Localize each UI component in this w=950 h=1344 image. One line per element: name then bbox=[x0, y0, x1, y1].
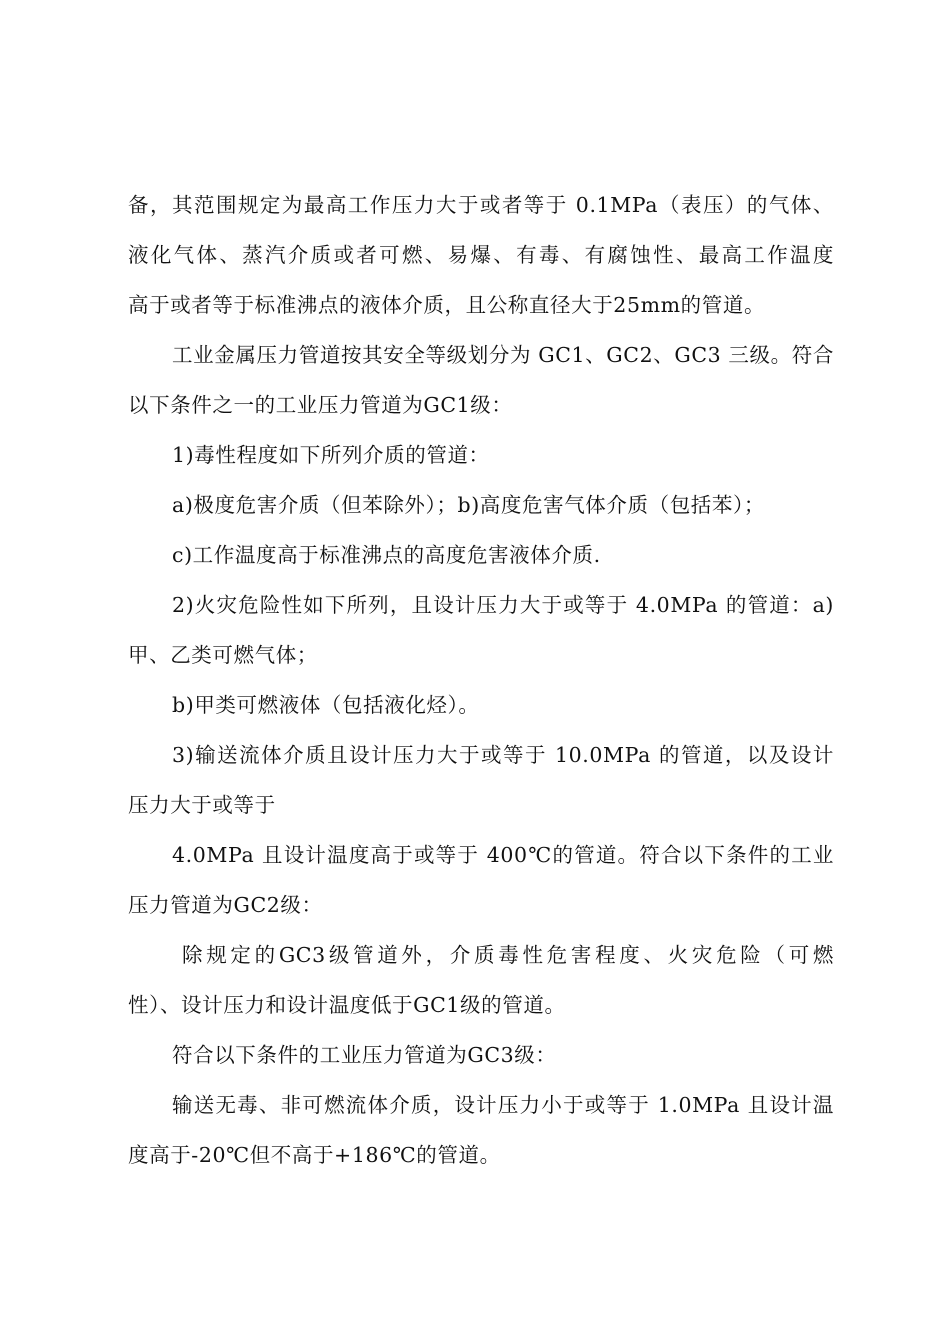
list-item: 2)火灾危险性如下所列，且设计压力大于或等于 4.0MPa 的管道：a) bbox=[172, 593, 834, 617]
list-item: 3)输送流体介质且设计压力大于或等于 10.0MPa 的管道，以及设计 bbox=[172, 743, 834, 767]
paragraph-line: 压力大于或等于 bbox=[128, 793, 276, 817]
list-item: a)极度危害介质（但苯除外）；b)高度危害气体介质（包括苯）； bbox=[172, 493, 765, 517]
paragraph-line: 备，其范围规定为最高工作压力大于或者等于 0.1MPa（表压）的气体、 bbox=[128, 193, 834, 217]
list-item: 1)毒性程度如下所列介质的管道： bbox=[172, 443, 490, 467]
paragraph-line: 4.0MPa 且设计温度高于或等于 400℃的管道。符合以下条件的工业 bbox=[172, 843, 834, 867]
list-item: b)甲类可燃液体（包括液化烃）。 bbox=[172, 693, 480, 717]
paragraph-line: 压力管道为GC2级： bbox=[128, 893, 323, 917]
paragraph-line: 液化气体、蒸汽介质或者可燃、易爆、有毒、有腐蚀性、最高工作温度 bbox=[128, 243, 834, 267]
paragraph-line: 性）、设计压力和设计温度低于GC1级的管道。 bbox=[128, 993, 566, 1017]
paragraph-line: 甲、乙类可燃气体； bbox=[128, 643, 318, 667]
paragraph-line: 除规定的GC3级管道外，介质毒性危害程度、火灾危险（可燃 bbox=[182, 943, 834, 967]
paragraph-line: 输送无毒、非可燃流体介质，设计压力小于或等于 1.0MPa 且设计温 bbox=[172, 1093, 834, 1117]
paragraph-line: 度高于-20℃但不高于+186℃的管道。 bbox=[128, 1143, 501, 1167]
paragraph-line: 高于或者等于标准沸点的液体介质，且公称直径大于25mm的管道。 bbox=[128, 293, 766, 317]
paragraph-line: 工业金属压力管道按其安全等级划分为 GC1、GC2、GC3 三级。符合 bbox=[172, 343, 834, 367]
paragraph-line: 以下条件之一的工业压力管道为GC1级： bbox=[128, 393, 513, 417]
list-item: c)工作温度高于标准沸点的高度危害液体介质. bbox=[172, 543, 601, 567]
paragraph-line: 符合以下条件的工业压力管道为GC3级： bbox=[172, 1043, 557, 1067]
